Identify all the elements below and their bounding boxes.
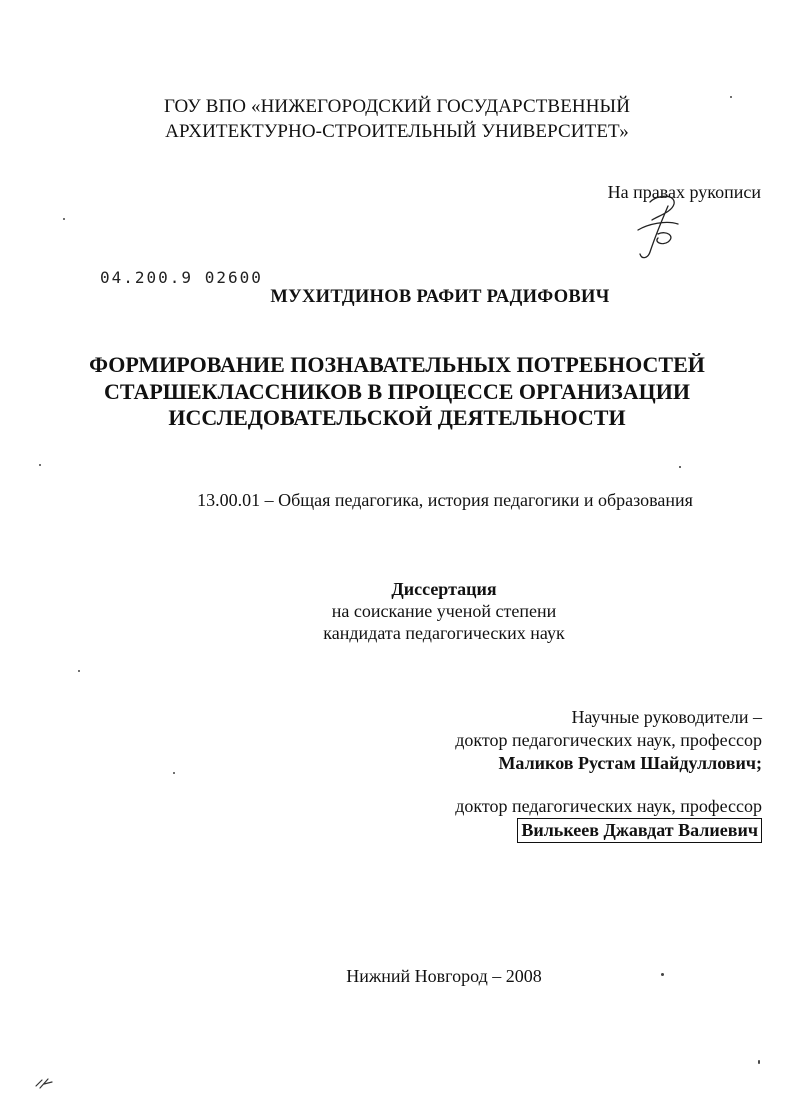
supervisor-1-degree: доктор педагогических наук, профессор bbox=[455, 730, 762, 750]
scan-speck bbox=[679, 466, 681, 468]
thesis-degree-block bbox=[0, 578, 794, 644]
title-line-1: ФОРМИРОВАНИЕ ПОЗНАВАТЕЛЬНЫХ ПОТРЕБНОСТЕЙ bbox=[89, 352, 705, 377]
institution-header bbox=[0, 94, 794, 144]
author-name: МУХИТДИНОВ РАФИТ РАДИФОВИЧ bbox=[270, 287, 610, 307]
city-year: Нижний Новгород – 2008 bbox=[346, 966, 542, 986]
thesis-title bbox=[0, 352, 794, 432]
scan-speck bbox=[730, 96, 732, 98]
scan-speck bbox=[758, 1060, 760, 1064]
institution-line-2: АРХИТЕКТУРНО-СТРОИТЕЛЬНЫЙ УНИВЕРСИТЕТ» bbox=[165, 121, 629, 142]
signature-icon bbox=[628, 190, 688, 265]
scan-speck bbox=[661, 973, 664, 976]
supervisor-1-name: Маликов Рустам Шайдуллович; bbox=[498, 753, 762, 773]
title-line-2: СТАРШЕКЛАССНИКОВ В ПРОЦЕССЕ ОРГАНИЗАЦИИ bbox=[104, 378, 690, 404]
scan-speck bbox=[63, 218, 65, 220]
scan-speck bbox=[78, 670, 80, 672]
specialty-code: 13.00.01 – Общая педагогика, история педагогики и образования bbox=[197, 490, 693, 510]
title-line-3: ИССЛЕДОВАТЕЛЬСКОЙ ДЕЯТЕЛЬНОСТИ bbox=[168, 405, 626, 430]
thesis-purpose: на соискание ученой степени bbox=[331, 601, 557, 621]
supervisor-2-degree: доктор педагогических наук, профессор bbox=[455, 796, 762, 816]
scan-mark-icon bbox=[34, 1076, 56, 1090]
thesis-type: Диссертация bbox=[391, 579, 497, 599]
scan-speck bbox=[39, 464, 41, 466]
supervisors-heading: Научные руководители – bbox=[571, 707, 762, 727]
institution-line-1: ГОУ ВПО «НИЖЕГОРОДСКИЙ ГОСУДАРСТВЕННЫЙ bbox=[163, 96, 631, 117]
manuscript-note: На правах рукописи bbox=[607, 182, 761, 202]
archive-stamp-number: 04.200.9 02600 bbox=[100, 268, 263, 287]
supervisor-2-name: Вилькеев Джавдат Валиевич bbox=[517, 818, 762, 843]
supervisors-block bbox=[455, 706, 762, 843]
scan-speck bbox=[173, 772, 175, 774]
thesis-degree: кандидата педагогических наук bbox=[323, 623, 565, 643]
